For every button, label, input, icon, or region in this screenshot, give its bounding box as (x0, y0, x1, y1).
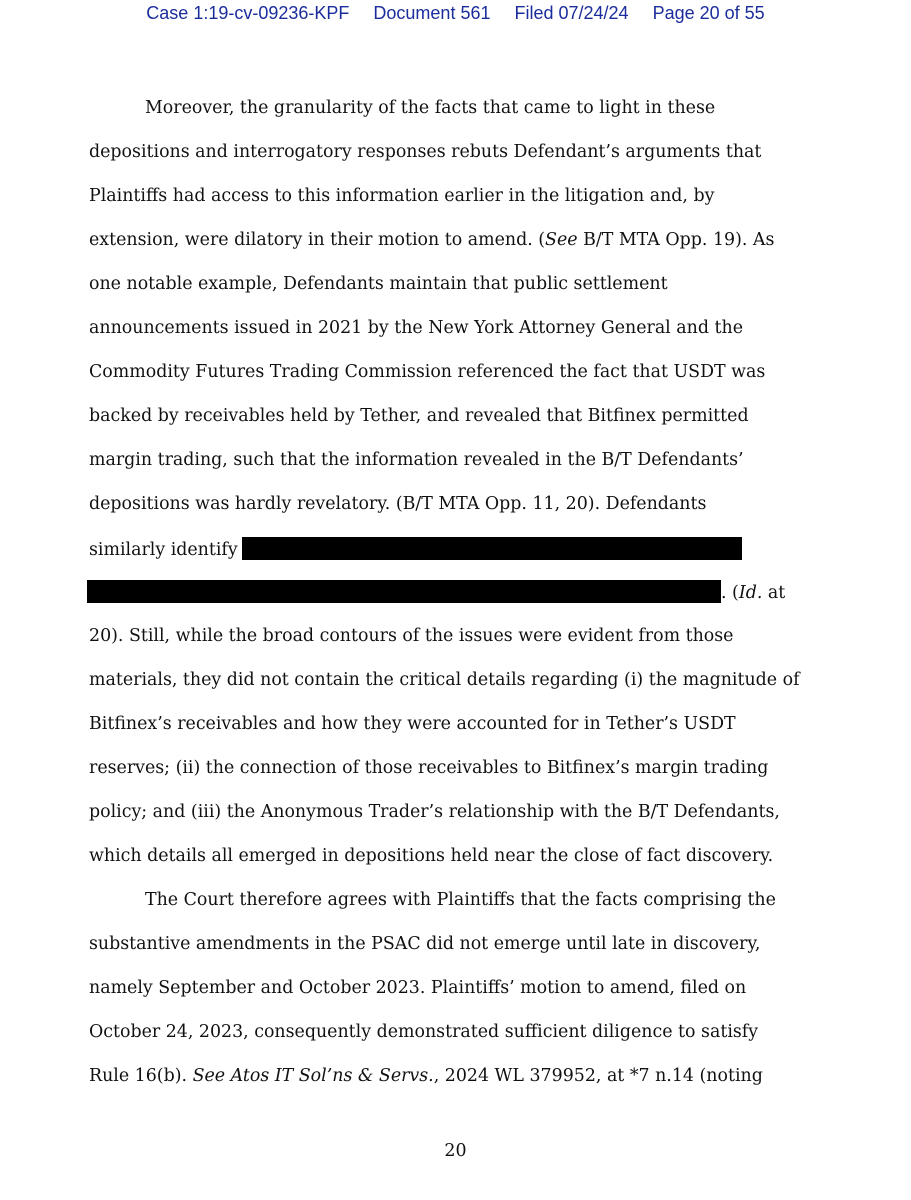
text-line: backed by receivables held by Tether, and revealed that Bitfinex permitted (89, 406, 749, 426)
text-line: October 24, 2023, consequently demonstrated sufficient diligence to satisfy (89, 1022, 759, 1042)
text-line: Moreover, the granularity of the facts that came to light in these (145, 98, 716, 118)
text-line: Rule 16(b). See Atos IT Sol’ns & Servs., 2024 WL 379952, at *7 n.14 (noting (89, 1066, 763, 1086)
text-line: depositions and interrogatory responses rebuts Defendant’s arguments that (89, 142, 762, 162)
text-line: which details all emerged in depositions held near the close of fact discovery. (89, 846, 774, 866)
text-line: margin trading, such that the information revealed in the B/T Defendants’ (89, 450, 744, 470)
document-number: Document 561 (373, 3, 491, 23)
citation-signal: See (545, 230, 578, 250)
ecf-header (0, 3, 911, 24)
text-line: announcements issued in 2021 by the New York Attorney General and the (89, 318, 743, 338)
text-line: materials, they did not contain the critical details regarding (i) the magnitude of (89, 670, 800, 690)
text-line: policy; and (iii) the Anonymous Trader’s relationship with the B/T Defendants, (89, 802, 780, 822)
text-line: similarly identify (89, 537, 742, 561)
text-line: Plaintiffs had access to this information earlier in the litigation and, by (89, 186, 715, 206)
page-count: Page 20 of 55 (652, 3, 765, 23)
text-line: reserves; (ii) the connection of those receivables to Bitfinex’s margin trading (89, 758, 769, 778)
text-line: extension, were dilatory in their motion to amend. (See B/T MTA Opp. 19). As (89, 230, 775, 250)
citation-signal: Id. (738, 583, 763, 603)
text-line: one notable example, Defendants maintain that public settlement (89, 274, 668, 294)
redaction-bar (242, 537, 742, 560)
text-line: 20). Still, while the broad contours of the issues were evident from those (89, 626, 734, 646)
redaction-bar (87, 580, 721, 603)
case-number: Case 1:19-cv-09236-KPF (146, 3, 350, 23)
text-line: . (Id. at (87, 580, 785, 604)
text-line: The Court therefore agrees with Plaintiffs that the facts comprising the (145, 890, 776, 910)
page-number: 20 (444, 1141, 467, 1161)
filed-date: Filed 07/24/24 (514, 3, 629, 23)
text-line: depositions was hardly revelatory. (B/T MTA Opp. 11, 20). Defendants (89, 494, 707, 514)
text-line: substantive amendments in the PSAC did not emerge until late in discovery, (89, 934, 761, 954)
text-line: Commodity Futures Trading Commission referenced the fact that USDT was (89, 362, 766, 382)
text-line: namely September and October 2023. Plaintiffs’ motion to amend, filed on (89, 978, 747, 998)
case-citation: See Atos IT Sol’ns & Servs. (192, 1066, 434, 1086)
text-line: Bitfinex’s receivables and how they were accounted for in Tether’s USDT (89, 714, 736, 734)
